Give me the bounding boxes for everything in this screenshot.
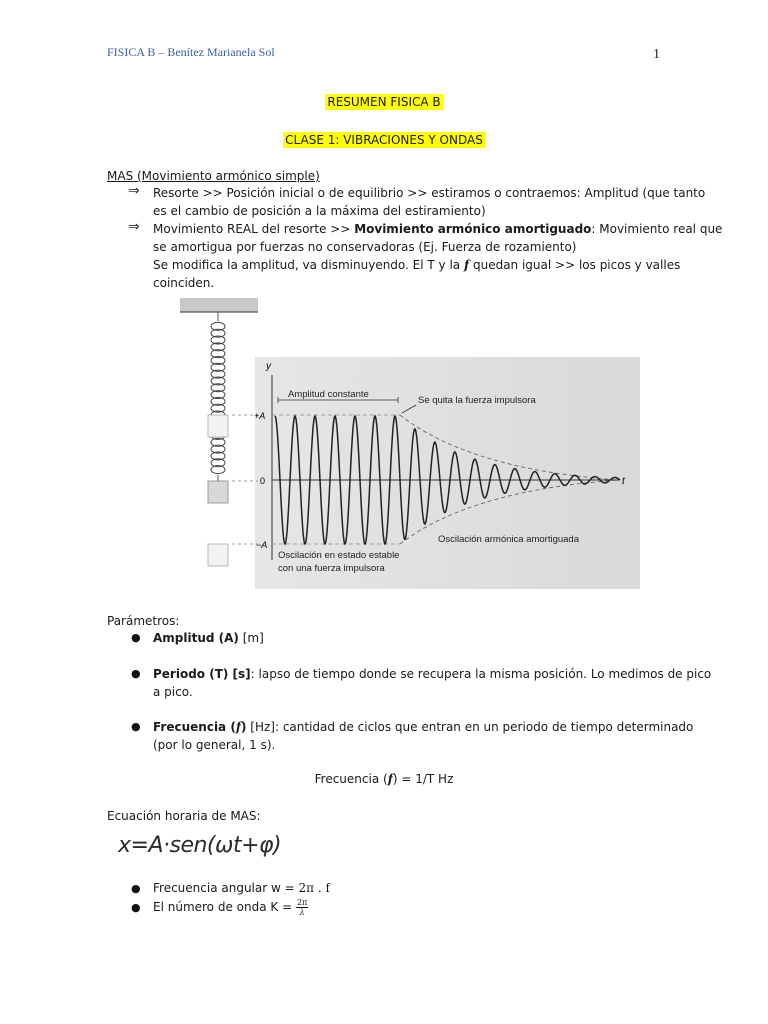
angular-frequency: Frecuencia angular w = 2π . f	[153, 881, 330, 895]
mas-item2-line2: se amortigua por fuerzas no conservadoras (Ej. Fuerza de rozamiento)	[153, 240, 577, 254]
params-heading: Parámetros:	[107, 614, 180, 628]
mas-item1-line1: Resorte >> Posición inicial o de equilibrio >> estiramos o contraemos: Amplitud (que tanto	[153, 186, 706, 200]
ceiling-support	[180, 298, 258, 312]
zero-label: 0	[260, 476, 266, 486]
label-steady-1: Oscilación en estado estable	[278, 550, 400, 561]
mass-ghost-top	[208, 415, 228, 437]
mas-item2-line3: Se modifica la amplitud, va disminuyendo. El T y la f quedan igual >> los picos y valles	[153, 258, 681, 272]
mas-item2-line4: coinciden.	[153, 276, 215, 290]
label-force-removed: Se quita la fuerza impulsora	[418, 395, 536, 406]
label-amplitude-constant: Amplitud constante	[288, 389, 369, 400]
param-period-line2: a pico.	[153, 685, 193, 699]
mass-ghost-bottom	[208, 544, 228, 566]
wave-number: El número de onda K = $\frac{2\pi}{\lambda}$	[153, 898, 308, 917]
mas-equation: x=A·sen(ωt+φ)	[118, 833, 282, 858]
param-amplitude: Amplitud (A) [m]	[153, 631, 264, 645]
page-number: 1	[653, 47, 660, 62]
t-axis-label: t	[622, 476, 625, 487]
class-subtitle: CLASE 1: VIBRACIONES Y ONDAS	[285, 133, 483, 147]
frequency-formula: Frecuencia (f) = 1/T Hz	[314, 772, 454, 786]
arrow-bullet: ⇒	[128, 183, 140, 199]
wave-number-fraction: $\frac{2\pi}{\lambda}$	[296, 898, 308, 917]
bullet: ●	[131, 882, 141, 895]
document-title: RESUMEN FISICA B	[327, 95, 441, 109]
y-axis-label: y	[266, 361, 271, 372]
mas-heading: MAS (Movimiento armónico simple)	[107, 169, 320, 183]
param-frequency-line2: (por lo general, 1 s).	[153, 738, 276, 752]
label-damped: Oscilación armónica amortiguada	[438, 534, 579, 545]
bullet: ●	[131, 720, 141, 733]
mas-item1-line2: es el cambio de posición a la máxima del estiramiento)	[153, 204, 486, 218]
bullet: ●	[131, 631, 141, 644]
param-period-line1: Periodo (T) [s]: lapso de tiempo donde se recupera la misma posición. Lo medimos de pico	[153, 667, 712, 681]
plus-a-label: +A	[254, 411, 266, 421]
mass-block	[208, 481, 228, 503]
bullet: ●	[131, 667, 141, 680]
ecuacion-heading: Ecuación horaria de MAS:	[107, 809, 261, 823]
param-frequency-line1: Frecuencia (f) [Hz]: cantidad de ciclos que entran en un periodo de tiempo determinado	[153, 720, 694, 734]
mas-item2-line1: Movimiento REAL del resorte >> Movimiento armónico amortiguado: Movimiento real que	[153, 222, 723, 236]
label-steady-2: con una fuerza impulsora	[278, 563, 385, 574]
document-header: FISICA B – Benítez Marianela Sol	[107, 45, 275, 59]
minus-a-label: −A	[256, 540, 268, 550]
damped-oscillation-figure	[170, 295, 645, 595]
arrow-bullet: ⇒	[128, 219, 140, 235]
bullet: ●	[131, 901, 141, 914]
spring-coil	[211, 322, 225, 473]
